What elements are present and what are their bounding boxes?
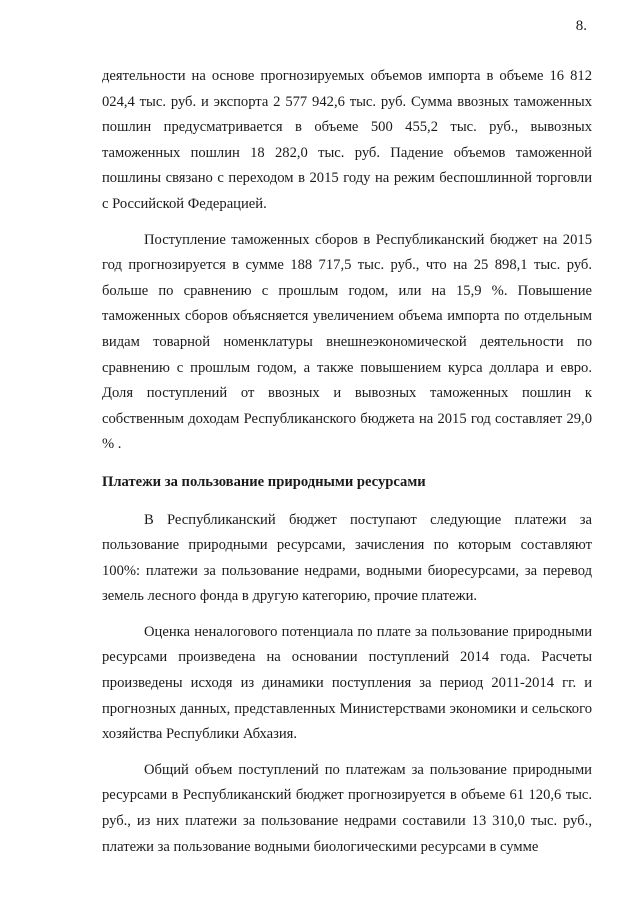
paragraph-natural-resources-intro: В Республиканский бюджет поступают следующие платежи за пользование природными ресурсами, зачисления по которым составляют 100%: платежи за пользование недрами, водными биоресурсами, за перевод земель лесного фонда в другую категорию, прочие платежи. (102, 511, 592, 605)
paragraph-customs-duties-continued: деятельности на основе прогнозируемых объемов импорта в объеме 16 812 024,4 тыс. руб. и экспорта 2 577 942,6 тыс. руб. Сумма ввозных таможенных пошлин предусматривается в объеме 500 455,2 тыс. руб., вывозных таможенных пошлин 18 282,0 тыс. руб. Падение объемов таможенной пошлины связано с переходом в 2015 году на режим беспошлинной торговли с Российской Федерацией. (102, 68, 592, 212)
paragraph-nontax-assessment: Оценка неналогового потенциала по плате за пользование природными ресурсами произведена на основании поступлений 2014 года. Расчеты произведены исходя из динамики поступления за период 2011-2014 гг. и прогнозных данных, представленных Министерствами экономики и сельского хозяйства Республики Абхазия. (102, 623, 592, 743)
paragraph-customs-fees: Поступление таможенных сборов в Республиканский бюджет на 2015 год прогнозируется в сумме 188 717,5 тыс. руб., что на 25 898,1 тыс. руб. больше по сравнению с прошлым годом, или на 15,9 %. Повышение таможенных сборов объясняется увеличением объема импорта по отдельным видам товарной номенклатуры внешнеэкономической деятельности по сравнению с прошлым годом, а также повышением курса доллара и евро. Доля поступлений от ввозных и вывозных таможенных пошлин к собственным доходам Республиканского бюджета на 2015 год составляет 29,0 % . (102, 231, 592, 453)
paragraph-total-revenue: Общий объем поступлений по платежам за пользование природными ресурсами в Республиканский бюджет прогнозируется в объеме 61 120,6 тыс. руб., из них платежи за пользование недрами составили 13 310,0 тыс. руб., платежи за пользование водными биологическими ресурсами в сумме (102, 761, 592, 855)
section-heading-natural-resources: Платежи за пользование природными ресурсами (102, 473, 426, 490)
page-number: 8. (575, 18, 587, 34)
document-body (102, 64, 592, 860)
